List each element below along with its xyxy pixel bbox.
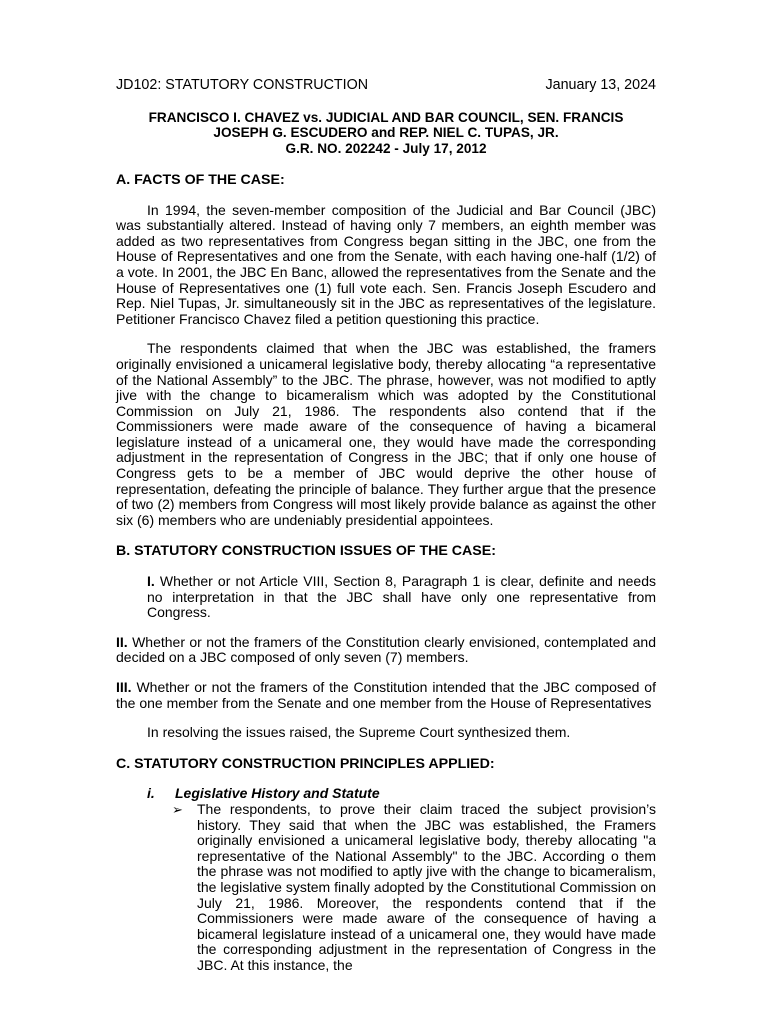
section-c-heading: C. STATUTORY CONSTRUCTION PRINCIPLES APPLIED: [116,755,495,772]
issue-1 [116,574,656,621]
section-b-heading: B. STATUTORY CONSTRUCTION ISSUES OF THE CASE: [116,543,496,560]
case-title [116,110,656,157]
case-title-line-2: JOSEPH G. ESCUDERO and REP. NIEL C. TUPAS, JR. [213,125,559,141]
case-title-line-1: FRANCISCO I. CHAVEZ vs. JUDICIAL AND BAR COUNCIL, SEN. FRANCIS [148,109,624,125]
arrow-bullet-icon: ➢ [172,801,183,817]
document-date: January 13, 2024 [545,77,656,93]
issues-closing-paragraph: In resolving the issues raised, the Supreme Court synthesized them. [147,724,571,741]
issue-3 [116,680,656,711]
document-header [116,78,656,94]
principle-subheading [147,786,656,802]
course-label: JD102: STATUTORY CONSTRUCTION [116,77,369,93]
facts-paragraph-2: The respondents claimed that when the JBC was established, the framers originally envisioned a unicameral legislative body, thereby allocating “a representative of the National Assembly” to the JBC. The phrase, however, was not modified to aptly jive with the change to bicameralism which was adopted by the Constitutional Commission on July 21, 1986. The respondents also contend that if the Commissioners were made aware of the consequence of having a bicameral legislature instead of a unicameral one, they would have made the corresponding adjustment in the representation of Congress in the JBC; that if only one house of Congress gets to be a member of JBC would deprive the other house of representation, defeating the principle of balance. They further argue that the presence of two (2) members from Congress will most likely provide balance as against the other six (6) members who are undeniably presidential appointees. [116,340,656,528]
issue-1-text: Whether or not Article VIII, Section 8, Paragraph 1 is clear, definite and needs no interpretation in that the JBC shall have only one representative from Congress. [147,573,656,621]
principle-title: Legislative History and Statute [175,785,380,802]
principle-bullet-text: The respondents, to prove their claim traced the subject provision’s history. They said that when the JBC was established, the Framers originally envisioned a unicameral legislative body, thereby allocating "a representative of the National Assembly" to the JBC. According o them the phrase was not modified to aptly jive with the change to bicameralism, the legislative system finally adopted by the Constitutional Commission on July 21, 1986. Moreover, the respondents contend that if the Commissioners were made aware of the consequence of having a bicameral legislature instead of a unicameral one, they would have made the corresponding adjustment in the representation of Congress in the JBC. At this instance, the [197,800,656,973]
issue-3-text: Whether or not the framers of the Constitution intended that the JBC composed of the one member from the Senate and one member from the House of Representatives [116,679,656,711]
case-title-line-3: G.R. NO. 202242 - July 17, 2012 [285,141,487,157]
issue-2 [116,635,656,666]
facts-paragraph-1: In 1994, the seven-member composition of the Judicial and Bar Council (JBC) was substantially altered. Instead of having only 7 members, an eighth member was added as two representatives from Congress began sitting in the JBC, one from the House of Representatives and one from the Senate, with each having one-half (1/2) of a vote. In 2001, the JBC En Banc, allowed the representatives from the Senate and the House of Representatives one (1) full vote each. Sen. Francis Joseph Escudero and Rep. Niel Tupas, Jr. simultaneously sit in the JBC as representatives of the legislature. Petitioner Francisco Chavez filed a petition questioning this practice. [116,201,656,327]
principle-number: i. [147,785,155,802]
principle-bullet [172,802,656,974]
issue-3-number: III. [116,679,132,696]
issue-1-number: I. [147,573,155,590]
issue-2-text: Whether or not the framers of the Constitution clearly envisioned, contemplated and decided on a JBC composed of only seven (7) members. [116,633,656,666]
issue-2-number: II. [116,633,128,650]
section-a-heading: A. FACTS OF THE CASE: [116,171,285,188]
